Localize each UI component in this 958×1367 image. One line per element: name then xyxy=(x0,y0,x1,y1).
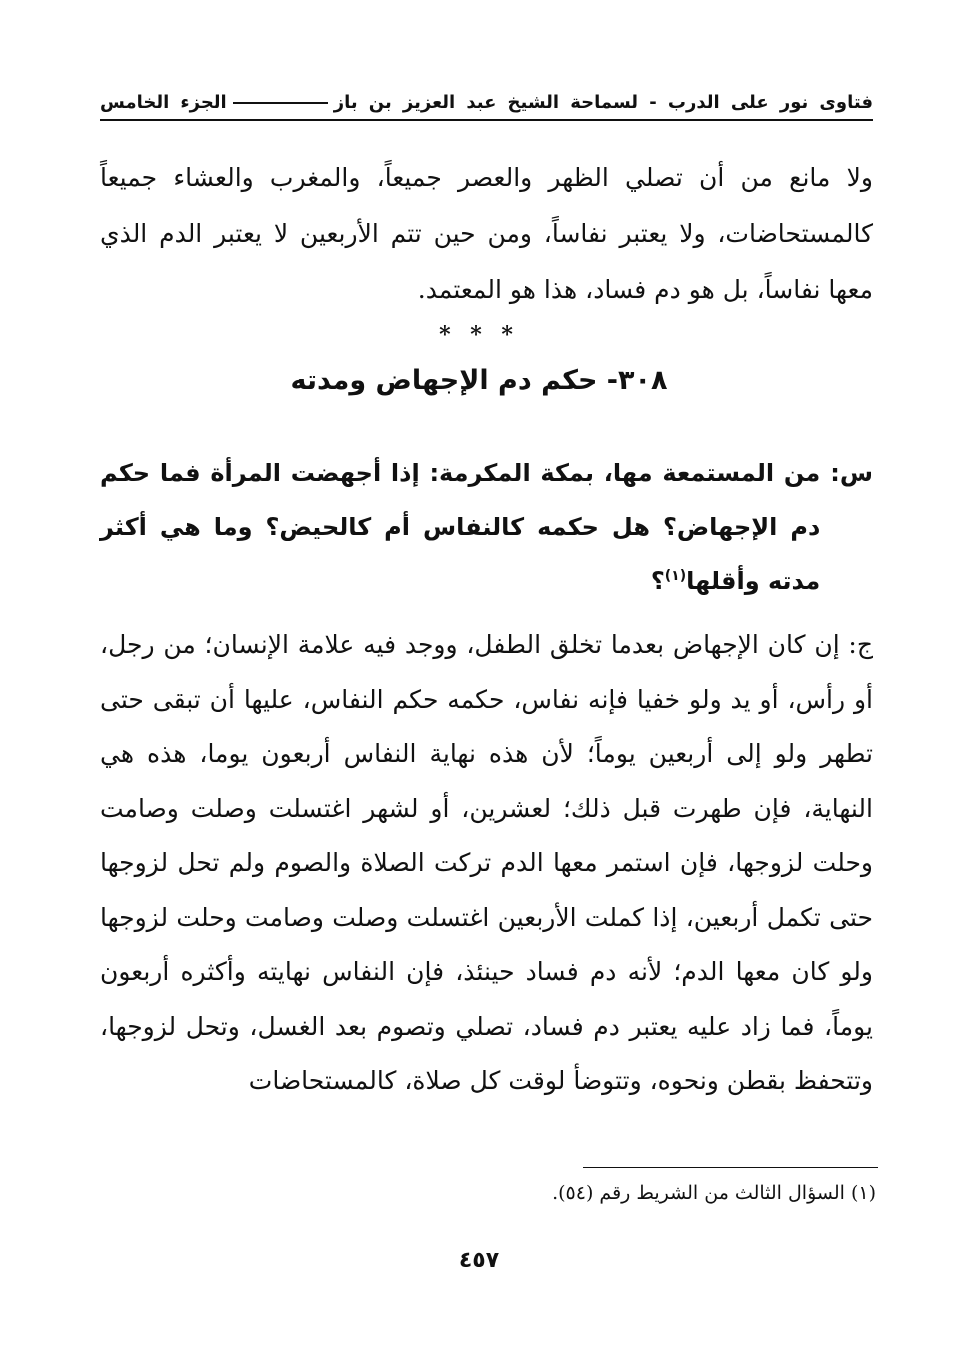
question-text: من المستمعة مها، بمكة المكرمة: إذا أجهضت المرأة فما حكم دم الإجهاض؟ هل حكمه كالنفاس أم كالحيض؟ وما هي أكثر مدته وأقلها xyxy=(100,459,821,595)
answer-text: ج: إن كان الإجهاض بعدما تخلق الطفل، ووجد فيه علامة الإنسان؛ من رجل، أو رأس، أو يد ولو خفيا فإنه نفاس، حكمه حكم النفاس، عليها أن تبقى حتى تطهر ولو إلى أربعين يوماً؛ لأن هذه نهاية النفاس أربعون يوما، هذه هي النهاية، فإن طهرت قبل ذلك؛ لعشرين، أو لشهر اغتسلت وصلت وصامت وحلت لزوجها، فإن استمر معها الدم تركت الصلاة والصوم ولم تحل لزوجها حتى تكمل أربعين، إذا كملت الأربعين اغتسلت وصلت وصامت وحلت لزوجها ولو كان معها الدم؛ لأنه دم فساد حينئذ، فإن النفاس نهايته وأكثره أربعون يوماً، فما زاد عليه يعتبر دم فساد، تصلي وتصوم بعد الغسل، وتحل لزوجها، وتتحفظ بقطن ونحوه، وتتوضأ لوقت كل صلاة، كالمستحاضات xyxy=(100,630,873,1095)
section-title: ٣٠٨- حكم دم الإجهاض ومدته xyxy=(290,365,668,396)
footnote-reference: (١) xyxy=(664,568,687,584)
running-header xyxy=(100,92,873,121)
footnote-rule xyxy=(583,1167,878,1168)
paragraph-continuation: ولا مانع من أن تصلي الظهر والعصر جميعاً، والمغرب والعشاء جميعاً كالمستحاضات، ولا يعتبر نفاساً، ومن حين تتم الأربعين لا يعتبر الدم الذي معها نفاساً، بل هو دم فساد، هذا هو المعتمد. xyxy=(100,163,873,304)
question-block xyxy=(100,446,873,608)
footnote: (١) السؤال الثالث من الشريط رقم (٥٤). xyxy=(552,1182,876,1204)
question-text-wrap xyxy=(100,446,820,608)
header-volume: الجزء الخامس xyxy=(100,92,227,113)
header-book-title: فتاوى نور على الدرب - لسماحة الشيخ عبد العزيز بن باز xyxy=(333,92,873,113)
question-prefix: س: xyxy=(830,459,873,487)
section-separator: * * * xyxy=(439,322,519,348)
question-end: ؟ xyxy=(650,567,665,595)
header-dash-rule xyxy=(233,102,328,104)
page-number: ٤٥٧ xyxy=(458,1248,500,1273)
